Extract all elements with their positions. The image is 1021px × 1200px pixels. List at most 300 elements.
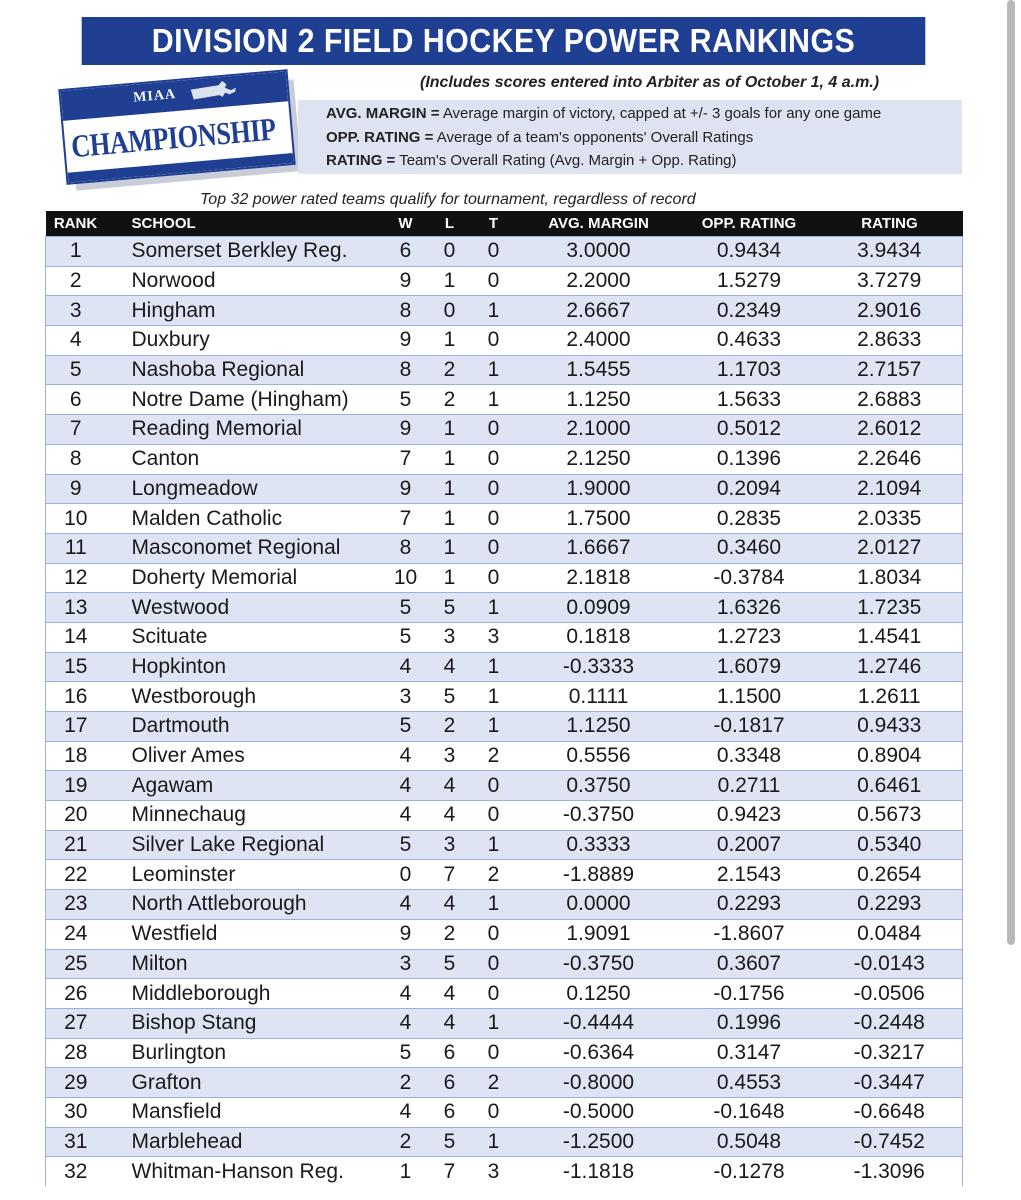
school-cell: Marblehead <box>106 1127 384 1157</box>
losses-cell: 5 <box>428 593 472 623</box>
wins-cell: 5 <box>384 1038 428 1068</box>
opp-rating-cell: 0.5012 <box>682 415 817 445</box>
wins-cell: 4 <box>384 1008 428 1038</box>
school-cell: Norwood <box>106 266 384 296</box>
wins-cell: 5 <box>384 622 428 652</box>
wins-cell: 8 <box>384 533 428 563</box>
losses-cell: 1 <box>428 444 472 474</box>
rank-cell: 2 <box>46 266 106 296</box>
losses-cell: 3 <box>428 622 472 652</box>
legend-rating <box>326 152 737 169</box>
ties-cell: 1 <box>472 652 516 682</box>
rating-cell: 2.9016 <box>817 296 963 326</box>
avg-margin-cell: -1.1818 <box>516 1157 682 1186</box>
wins-cell: 5 <box>384 830 428 860</box>
rating-cell: 0.5673 <box>817 801 963 831</box>
opp-rating-cell: -0.3784 <box>682 563 817 593</box>
avg-margin-cell: 2.1250 <box>516 444 682 474</box>
table-row <box>46 385 963 415</box>
table-header-row <box>46 211 963 237</box>
opp-rating-cell: 0.2293 <box>682 890 817 920</box>
rating-cell: 0.0484 <box>817 919 963 949</box>
school-cell: Canton <box>106 444 384 474</box>
opp-rating-cell: 0.9423 <box>682 801 817 831</box>
table-row <box>46 979 963 1009</box>
losses-cell: 1 <box>428 326 472 356</box>
rank-cell: 12 <box>46 563 106 593</box>
rating-cell: 3.7279 <box>817 266 963 296</box>
avg-margin-cell: 0.3750 <box>516 771 682 801</box>
rank-cell: 15 <box>46 652 106 682</box>
ties-cell: 0 <box>472 919 516 949</box>
school-cell: Scituate <box>106 622 384 652</box>
legend-opp-rating <box>326 129 753 146</box>
table-row <box>46 712 963 742</box>
ties-cell: 1 <box>472 593 516 623</box>
opp-rating-cell: 1.1500 <box>682 682 817 712</box>
ties-cell: 1 <box>472 385 516 415</box>
rank-cell: 25 <box>46 949 106 979</box>
rank-cell: 31 <box>46 1127 106 1157</box>
rating-cell: 1.8034 <box>817 563 963 593</box>
rank-cell: 29 <box>46 1068 106 1098</box>
ties-cell: 1 <box>472 355 516 385</box>
school-cell: Bishop Stang <box>106 1008 384 1038</box>
opp-rating-cell: 1.6326 <box>682 593 817 623</box>
wins-cell: 9 <box>384 415 428 445</box>
rank-cell: 19 <box>46 771 106 801</box>
rating-cell: -0.7452 <box>817 1127 963 1157</box>
avg-margin-cell: -0.6364 <box>516 1038 682 1068</box>
legend-avg-margin <box>326 105 881 122</box>
ties-cell: 1 <box>472 830 516 860</box>
wins-cell: 4 <box>384 801 428 831</box>
avg-margin-cell: 1.9091 <box>516 919 682 949</box>
rank-cell: 26 <box>46 979 106 1009</box>
rank-cell: 9 <box>46 474 106 504</box>
rating-cell: 2.6883 <box>817 385 963 415</box>
opp-rating-cell: 0.1396 <box>682 444 817 474</box>
opp-rating-cell: -0.1648 <box>682 1097 817 1127</box>
scrollbar-thumb[interactable] <box>1007 0 1015 945</box>
school-cell: Westborough <box>106 682 384 712</box>
scrollbar-track[interactable] <box>1007 0 1015 1200</box>
avg-margin-cell: 0.1250 <box>516 979 682 1009</box>
rating-cell: 0.2654 <box>817 860 963 890</box>
opp-rating-cell: 0.3147 <box>682 1038 817 1068</box>
avg-margin-cell: 2.4000 <box>516 326 682 356</box>
opp-rating-cell: 0.2007 <box>682 830 817 860</box>
opp-rating-cell: 0.2094 <box>682 474 817 504</box>
opp-rating-cell: 0.3460 <box>682 533 817 563</box>
school-cell: Dartmouth <box>106 712 384 742</box>
wins-cell: 2 <box>384 1127 428 1157</box>
rating-cell: 0.5340 <box>817 830 963 860</box>
logo-word-text: CHAMPIONSHIP <box>69 110 278 165</box>
rating-cell: -0.0143 <box>817 949 963 979</box>
table-row <box>46 474 963 504</box>
losses-cell: 7 <box>428 860 472 890</box>
ties-cell: 2 <box>472 860 516 890</box>
wins-cell: 10 <box>384 563 428 593</box>
table-row <box>46 1038 963 1068</box>
school-cell: Westfield <box>106 919 384 949</box>
table-row <box>46 1127 963 1157</box>
rank-cell: 18 <box>46 741 106 771</box>
rank-cell: 22 <box>46 860 106 890</box>
opp-rating-cell: 0.2349 <box>682 296 817 326</box>
wins-cell: 4 <box>384 652 428 682</box>
rank-cell: 11 <box>46 533 106 563</box>
col-header-rank: RANK <box>46 211 106 237</box>
rank-cell: 32 <box>46 1157 106 1186</box>
wins-cell: 6 <box>384 237 428 267</box>
opp-rating-cell: -0.1278 <box>682 1157 817 1186</box>
ties-cell: 0 <box>472 237 516 267</box>
school-cell: Agawam <box>106 771 384 801</box>
table-row <box>46 919 963 949</box>
losses-cell: 6 <box>428 1038 472 1068</box>
ties-cell: 0 <box>472 474 516 504</box>
losses-cell: 5 <box>428 682 472 712</box>
ties-cell: 0 <box>472 504 516 534</box>
wins-cell: 4 <box>384 890 428 920</box>
ties-cell: 0 <box>472 533 516 563</box>
rank-cell: 14 <box>46 622 106 652</box>
avg-margin-cell: 2.1000 <box>516 415 682 445</box>
rankings-table <box>45 211 963 1186</box>
rank-cell: 4 <box>46 326 106 356</box>
wins-cell: 0 <box>384 860 428 890</box>
rank-cell: 7 <box>46 415 106 445</box>
legend-desc: Team's Overall Rating (Avg. Margin + Opp. Rating) <box>395 152 737 169</box>
col-header-opp-rating: OPP. RATING <box>682 211 817 237</box>
avg-margin-cell: 0.0909 <box>516 593 682 623</box>
legend-desc: Average margin of victory, capped at +/- 3 goals for any one game <box>439 105 882 122</box>
school-cell: Hingham <box>106 296 384 326</box>
rank-cell: 13 <box>46 593 106 623</box>
avg-margin-cell: -1.8889 <box>516 860 682 890</box>
opp-rating-cell: 1.6079 <box>682 652 817 682</box>
rank-cell: 28 <box>46 1038 106 1068</box>
avg-margin-cell: 2.1818 <box>516 563 682 593</box>
table-row <box>46 860 963 890</box>
school-cell: North Attleborough <box>106 890 384 920</box>
rank-cell: 23 <box>46 890 106 920</box>
avg-margin-cell: 0.5556 <box>516 741 682 771</box>
ties-cell: 2 <box>472 741 516 771</box>
page-title: DIVISION 2 FIELD HOCKEY POWER RANKINGS <box>82 17 926 65</box>
losses-cell: 5 <box>428 949 472 979</box>
ties-cell: 1 <box>472 890 516 920</box>
opp-rating-cell: 1.5633 <box>682 385 817 415</box>
wins-cell: 3 <box>384 949 428 979</box>
school-cell: Westwood <box>106 593 384 623</box>
ties-cell: 0 <box>472 801 516 831</box>
rank-cell: 20 <box>46 801 106 831</box>
school-cell: Middleborough <box>106 979 384 1009</box>
wins-cell: 5 <box>384 385 428 415</box>
rating-cell: -0.0506 <box>817 979 963 1009</box>
losses-cell: 3 <box>428 830 472 860</box>
wins-cell: 1 <box>384 1157 428 1186</box>
avg-margin-cell: -0.3750 <box>516 949 682 979</box>
opp-rating-cell: 2.1543 <box>682 860 817 890</box>
table-row <box>46 1008 963 1038</box>
school-cell: Duxbury <box>106 326 384 356</box>
school-cell: Masconomet Regional <box>106 533 384 563</box>
logo-org-text: MIAA <box>132 86 177 106</box>
col-header-school: SCHOOL <box>106 211 384 237</box>
rating-cell: -0.6648 <box>817 1097 963 1127</box>
losses-cell: 1 <box>428 533 472 563</box>
table-row <box>46 1068 963 1098</box>
school-cell: Malden Catholic <box>106 504 384 534</box>
rating-cell: 2.1094 <box>817 474 963 504</box>
school-cell: Grafton <box>106 1068 384 1098</box>
rating-cell: 2.2646 <box>817 444 963 474</box>
ties-cell: 1 <box>472 1008 516 1038</box>
table-row <box>46 266 963 296</box>
rank-cell: 10 <box>46 504 106 534</box>
table-row <box>46 741 963 771</box>
rank-cell: 16 <box>46 682 106 712</box>
ties-cell: 0 <box>472 415 516 445</box>
losses-cell: 4 <box>428 890 472 920</box>
legend-term: AVG. MARGIN = <box>326 105 440 122</box>
avg-margin-cell: 1.6667 <box>516 533 682 563</box>
avg-margin-cell: 2.2000 <box>516 266 682 296</box>
wins-cell: 4 <box>384 979 428 1009</box>
school-cell: Notre Dame (Hingham) <box>106 385 384 415</box>
rating-cell: -0.3217 <box>817 1038 963 1068</box>
rank-cell: 17 <box>46 712 106 742</box>
table-row <box>46 890 963 920</box>
table-row <box>46 415 963 445</box>
table-row <box>46 949 963 979</box>
ties-cell: 2 <box>472 1068 516 1098</box>
rating-cell: 1.2611 <box>817 682 963 712</box>
table-row <box>46 563 963 593</box>
losses-cell: 2 <box>428 355 472 385</box>
rating-cell: 2.6012 <box>817 415 963 445</box>
avg-margin-cell: -0.8000 <box>516 1068 682 1098</box>
losses-cell: 6 <box>428 1068 472 1098</box>
opp-rating-cell: 0.2711 <box>682 771 817 801</box>
opp-rating-cell: 0.5048 <box>682 1127 817 1157</box>
losses-cell: 1 <box>428 563 472 593</box>
losses-cell: 4 <box>428 979 472 1009</box>
rank-cell: 21 <box>46 830 106 860</box>
rating-cell: 2.8633 <box>817 326 963 356</box>
school-cell: Hopkinton <box>106 652 384 682</box>
school-cell: Silver Lake Regional <box>106 830 384 860</box>
avg-margin-cell: 1.5455 <box>516 355 682 385</box>
losses-cell: 4 <box>428 652 472 682</box>
rating-cell: 0.2293 <box>817 890 963 920</box>
table-row <box>46 830 963 860</box>
table-row <box>46 355 963 385</box>
opp-rating-cell: 0.4553 <box>682 1068 817 1098</box>
table-row <box>46 444 963 474</box>
school-cell: Whitman-Hanson Reg. <box>106 1157 384 1186</box>
losses-cell: 3 <box>428 741 472 771</box>
losses-cell: 7 <box>428 1157 472 1186</box>
table-row <box>46 326 963 356</box>
wins-cell: 5 <box>384 712 428 742</box>
table-row <box>46 622 963 652</box>
avg-margin-cell: 0.3333 <box>516 830 682 860</box>
rating-cell: 0.9433 <box>817 712 963 742</box>
losses-cell: 4 <box>428 771 472 801</box>
miaa-championship-logo <box>60 75 298 180</box>
opp-rating-cell: 1.2723 <box>682 622 817 652</box>
legend-term: RATING = <box>326 152 396 169</box>
col-header-rating: RATING <box>817 211 963 237</box>
table-row <box>46 593 963 623</box>
avg-margin-cell: 1.1250 <box>516 712 682 742</box>
avg-margin-cell: 1.9000 <box>516 474 682 504</box>
col-header-w: W <box>384 211 428 237</box>
avg-margin-cell: -0.5000 <box>516 1097 682 1127</box>
rating-cell: -0.3447 <box>817 1068 963 1098</box>
rank-cell: 1 <box>46 237 106 267</box>
wins-cell: 4 <box>384 741 428 771</box>
rating-cell: 2.7157 <box>817 355 963 385</box>
ties-cell: 0 <box>472 444 516 474</box>
avg-margin-cell: -0.4444 <box>516 1008 682 1038</box>
legend-term: OPP. RATING = <box>326 129 434 146</box>
rank-cell: 6 <box>46 385 106 415</box>
ties-cell: 0 <box>472 266 516 296</box>
losses-cell: 4 <box>428 1008 472 1038</box>
opp-rating-cell: 0.4633 <box>682 326 817 356</box>
ties-cell: 3 <box>472 1157 516 1186</box>
rating-cell: 0.8904 <box>817 741 963 771</box>
opp-rating-cell: 1.5279 <box>682 266 817 296</box>
school-cell: Leominster <box>106 860 384 890</box>
ties-cell: 1 <box>472 682 516 712</box>
table-row <box>46 652 963 682</box>
avg-margin-cell: 0.0000 <box>516 890 682 920</box>
losses-cell: 0 <box>428 296 472 326</box>
wins-cell: 9 <box>384 326 428 356</box>
table-row <box>46 801 963 831</box>
ties-cell: 1 <box>472 712 516 742</box>
table-row <box>46 1097 963 1127</box>
losses-cell: 2 <box>428 712 472 742</box>
ties-cell: 0 <box>472 771 516 801</box>
wins-cell: 8 <box>384 355 428 385</box>
losses-cell: 1 <box>428 266 472 296</box>
school-cell: Doherty Memorial <box>106 563 384 593</box>
losses-cell: 1 <box>428 504 472 534</box>
ties-cell: 0 <box>472 563 516 593</box>
losses-cell: 2 <box>428 919 472 949</box>
avg-margin-cell: -0.3333 <box>516 652 682 682</box>
school-cell: Minnechaug <box>106 801 384 831</box>
school-cell: Burlington <box>106 1038 384 1068</box>
rank-cell: 30 <box>46 1097 106 1127</box>
losses-cell: 2 <box>428 385 472 415</box>
school-cell: Somerset Berkley Reg. <box>106 237 384 267</box>
opp-rating-cell: -1.8607 <box>682 919 817 949</box>
table-row <box>46 237 963 267</box>
col-header-l: L <box>428 211 472 237</box>
rating-cell: 3.9434 <box>817 237 963 267</box>
table-row <box>46 296 963 326</box>
table-row <box>46 771 963 801</box>
rank-cell: 27 <box>46 1008 106 1038</box>
losses-cell: 5 <box>428 1127 472 1157</box>
col-header-t: T <box>472 211 516 237</box>
wins-cell: 9 <box>384 474 428 504</box>
avg-margin-cell: -0.3750 <box>516 801 682 831</box>
ties-cell: 0 <box>472 1097 516 1127</box>
opp-rating-cell: 0.9434 <box>682 237 817 267</box>
rank-cell: 3 <box>46 296 106 326</box>
table-row <box>46 1157 963 1186</box>
wins-cell: 8 <box>384 296 428 326</box>
school-cell: Reading Memorial <box>106 415 384 445</box>
losses-cell: 4 <box>428 801 472 831</box>
opp-rating-cell: 0.3607 <box>682 949 817 979</box>
ties-cell: 0 <box>472 979 516 1009</box>
wins-cell: 4 <box>384 771 428 801</box>
school-cell: Milton <box>106 949 384 979</box>
ties-cell: 1 <box>472 296 516 326</box>
opp-rating-cell: -0.1756 <box>682 979 817 1009</box>
rating-cell: 1.2746 <box>817 652 963 682</box>
avg-margin-cell: 0.1818 <box>516 622 682 652</box>
wins-cell: 9 <box>384 266 428 296</box>
legend-desc: Average of a team's opponents' Overall Ratings <box>433 129 754 146</box>
rating-cell: 0.6461 <box>817 771 963 801</box>
opp-rating-cell: 0.1996 <box>682 1008 817 1038</box>
losses-cell: 1 <box>428 474 472 504</box>
avg-margin-cell: 1.1250 <box>516 385 682 415</box>
school-cell: Mansfield <box>106 1097 384 1127</box>
rating-cell: -1.3096 <box>817 1157 963 1186</box>
wins-cell: 7 <box>384 504 428 534</box>
ties-cell: 0 <box>472 1038 516 1068</box>
logo-badge <box>58 69 295 185</box>
avg-margin-cell: 1.7500 <box>516 504 682 534</box>
ties-cell: 1 <box>472 1127 516 1157</box>
opp-rating-cell: 0.2835 <box>682 504 817 534</box>
wins-cell: 5 <box>384 593 428 623</box>
table-row <box>46 533 963 563</box>
rating-cell: -0.2448 <box>817 1008 963 1038</box>
wins-cell: 2 <box>384 1068 428 1098</box>
qualify-note: Top 32 power rated teams qualify for tournament, regardless of record <box>200 191 696 208</box>
wins-cell: 3 <box>384 682 428 712</box>
school-cell: Oliver Ames <box>106 741 384 771</box>
ties-cell: 3 <box>472 622 516 652</box>
table-row <box>46 682 963 712</box>
rating-cell: 2.0127 <box>817 533 963 563</box>
opp-rating-cell: 0.3348 <box>682 741 817 771</box>
massachusetts-map-icon <box>188 78 240 106</box>
ties-cell: 0 <box>472 949 516 979</box>
opp-rating-cell: 1.1703 <box>682 355 817 385</box>
losses-cell: 1 <box>428 415 472 445</box>
rank-cell: 8 <box>46 444 106 474</box>
wins-cell: 4 <box>384 1097 428 1127</box>
avg-margin-cell: 0.1111 <box>516 682 682 712</box>
losses-cell: 0 <box>428 237 472 267</box>
avg-margin-cell: 2.6667 <box>516 296 682 326</box>
